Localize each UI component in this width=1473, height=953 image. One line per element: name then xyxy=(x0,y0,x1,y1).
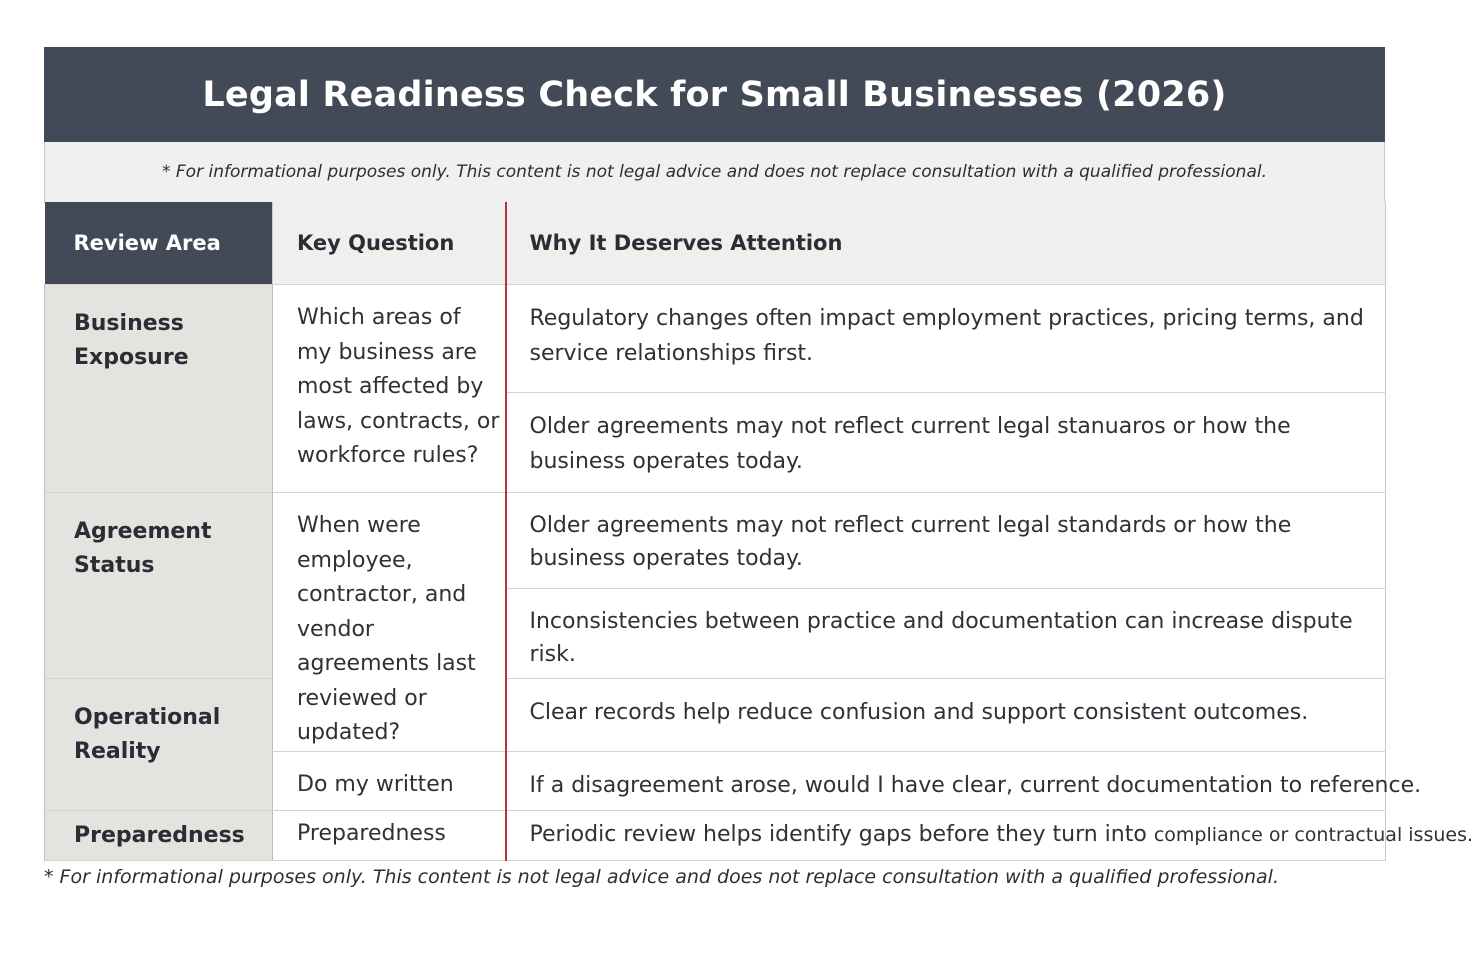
reason-older-agreements-2: Older agreements may not reflect current legal standards or how the business operates today. xyxy=(506,493,1386,589)
footnote: * For informational purposes only. This content is not legal advice and does not replace consultation with a qualified professional. xyxy=(44,866,1279,888)
table-row xyxy=(45,810,1386,860)
title-bar xyxy=(44,47,1385,142)
area-business-exposure: Business Exposure xyxy=(45,285,273,493)
question-preparedness: Preparedness xyxy=(273,810,506,860)
area-agreement-status: Agreement Status xyxy=(45,493,273,679)
readiness-table xyxy=(44,202,1473,861)
reason-inconsistencies: Inconsistencies between practice and documentation can increase dispute risk. xyxy=(506,588,1386,678)
reason-disagreement: If a disagreement arose, would I have clear, current documentation to reference. xyxy=(506,751,1386,810)
reason-periodic-review-main: Periodic review helps identify gaps before they turn into xyxy=(529,821,1147,847)
reason-regulatory-changes: Regulatory changes often impact employment practices, pricing terms, and service relationships first. xyxy=(506,285,1386,393)
table-row xyxy=(45,493,1386,589)
table-header-row xyxy=(45,202,1386,285)
question-written-docs: Do my written xyxy=(273,751,506,810)
question-agreements-reviewed: When were employee, contractor, and vendor agreements last reviewed or updated? xyxy=(273,493,506,752)
disclaimer-banner: * For informational purposes only. This content is not legal advice and does not replace consultation with a qualified professional. xyxy=(44,142,1385,203)
page-title: Legal Readiness Check for Small Businesses (2026) xyxy=(202,74,1227,115)
header-review-area: Review Area xyxy=(45,202,273,285)
area-preparedness: Preparedness xyxy=(45,810,273,860)
readiness-card xyxy=(44,47,1473,848)
question-business-areas: Which areas of my business are most affected by laws, contracts, or workforce rules? xyxy=(273,285,506,493)
reason-clear-records: Clear records help reduce confusion and support consistent outcomes. xyxy=(506,679,1386,752)
reason-periodic-review-tail: compliance or contractual issues. xyxy=(1153,823,1473,846)
area-operational-reality: Operational Reality xyxy=(45,679,273,811)
header-key-question: Key Question xyxy=(273,202,506,285)
table-row xyxy=(45,285,1386,393)
reason-periodic-review xyxy=(506,810,1473,860)
header-why-attention: Why It Deserves Attention xyxy=(506,202,1386,285)
table-row xyxy=(45,679,1386,752)
reason-older-agreements-1: Older agreements may not reflect current legal stanuaros or how the business operates today. xyxy=(506,393,1386,493)
